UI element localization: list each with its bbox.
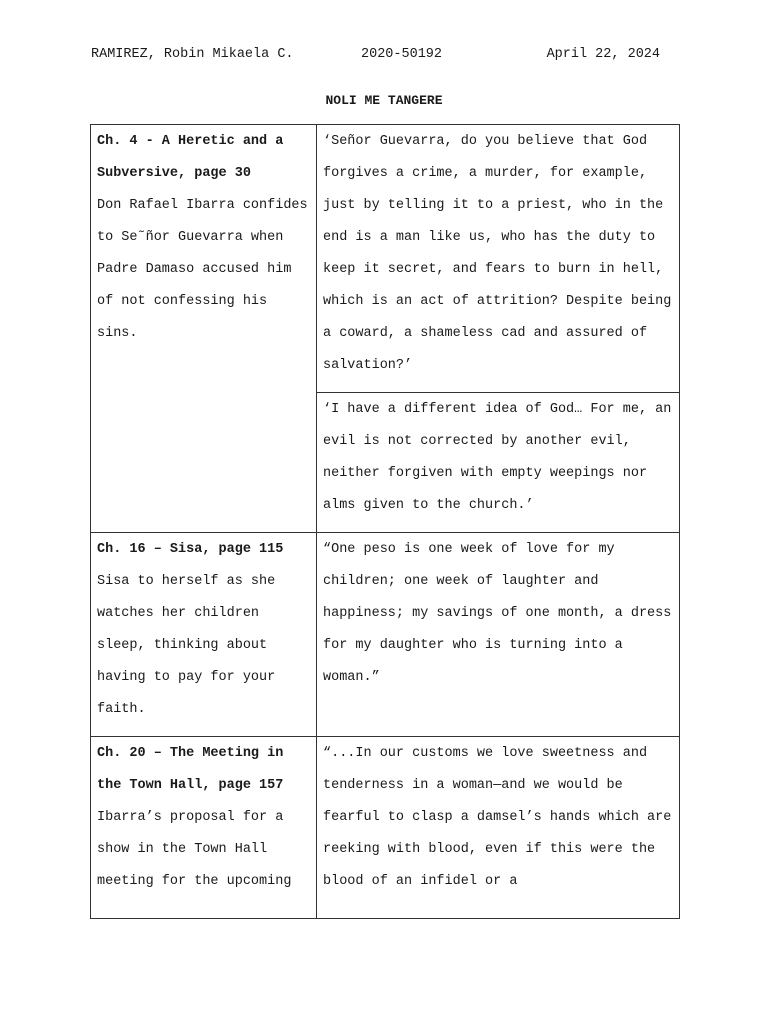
- quote-cell: [317, 737, 680, 919]
- chapter-cell: [91, 737, 317, 919]
- table-row: [91, 125, 680, 393]
- quote-text: “One peso is one week of love for my children; one week of laughter and happiness; my savings of one month, a dress for my daughter who is turning into a woman.”: [323, 542, 672, 685]
- quotes-table: [90, 124, 680, 919]
- quote-cell: [317, 393, 680, 533]
- chapter-title: Ch. 16 – Sisa, page 115: [97, 542, 284, 557]
- chapter-cell: [91, 533, 317, 737]
- document-date: April 22, 2024: [546, 47, 660, 62]
- student-id: 2020-50192: [361, 47, 443, 62]
- quote-text: ‘I have a different idea of God… For me, an evil is not corrected by another evil, neither forgiven with empty weepings nor alms given to the church.’: [323, 402, 672, 513]
- document-header: [91, 45, 679, 65]
- chapter-cell: [91, 125, 317, 533]
- author-name: RAMIREZ, Robin Mikaela C.: [91, 47, 294, 62]
- table-row: [91, 737, 680, 919]
- quote-cell: [317, 125, 680, 393]
- quote-cell-content: [323, 738, 673, 903]
- table-row: [91, 533, 680, 737]
- chapter-title: Ch. 4 - A Heretic and a Subversive, page 30: [97, 134, 284, 181]
- chapter-title: Ch. 20 – The Meeting in the Town Hall, page 157: [97, 746, 284, 793]
- quote-text: ‘Señor Guevarra, do you believe that God forgives a crime, a murder, for example, just by telling it to a priest, who in the end is a man like us, who has the duty to keep it secret, and fears to burn in hell, which is an act of attrition? Despite being a coward, a shameless cad and assured of salvation?’: [323, 134, 672, 373]
- chapter-description: Ibarra’s proposal for a show in the Town Hall meeting for the upcoming: [97, 810, 292, 889]
- quote-text: “...In our customs we love sweetness and tenderness in a woman—and we would be fearful to clasp a damsel’s hands which are reeking with blood, even if this were the blood of an infidel or a: [323, 746, 672, 889]
- document-title: NOLI ME TANGERE: [325, 93, 443, 108]
- chapter-cell-content: [97, 738, 310, 903]
- chapter-description: Sisa to herself as she watches her children sleep, thinking about having to pay for your faith.: [97, 574, 276, 717]
- quote-cell: [317, 533, 680, 737]
- chapter-description: Don Rafael Ibarra confides to Se˜ñor Guevarra when Padre Damaso accused him of not confessing his sins.: [97, 198, 308, 341]
